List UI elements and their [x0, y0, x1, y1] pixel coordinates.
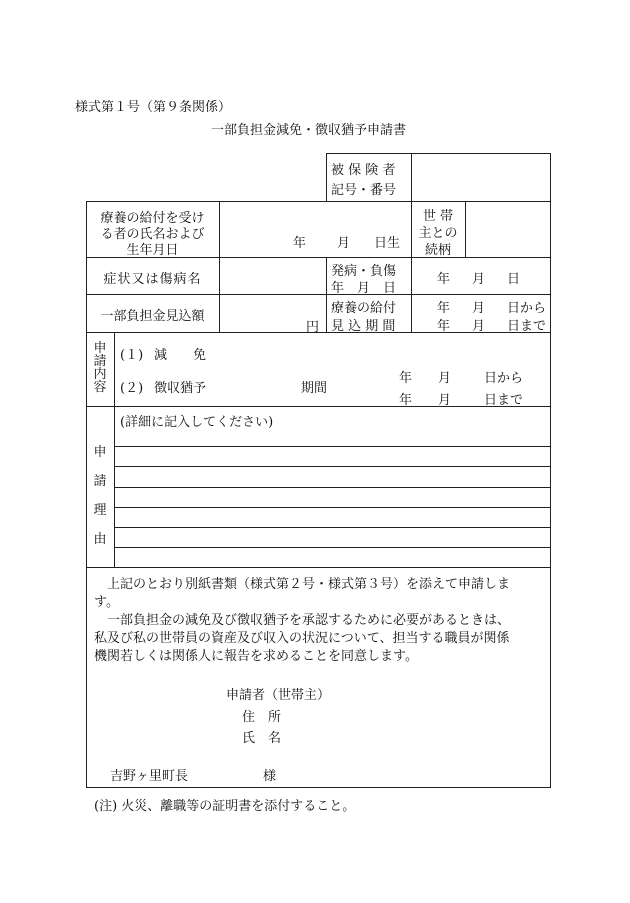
period-label-1: 療養の給付: [331, 301, 397, 316]
address-label: 住 所: [242, 710, 282, 725]
name-label: 氏 名: [242, 731, 282, 746]
onset-year: 年: [437, 272, 451, 287]
insured-label-1: 被 保 険 者: [331, 163, 396, 178]
form-number: 様式第１号（第９条関係）: [75, 100, 232, 115]
application-label: 申請内容: [93, 341, 107, 395]
period-to-day: 日まで: [507, 319, 547, 334]
onset-label-1: 発病・負傷: [331, 264, 397, 279]
birth-month: 月: [337, 236, 351, 251]
option1-text[interactable]: 減 免: [154, 348, 207, 363]
app-from-day: 日から: [484, 371, 524, 386]
reason-instruction: (詳細に記入してください): [120, 415, 274, 430]
period-to-year: 年: [437, 319, 451, 334]
app-to-day: 日まで: [484, 393, 524, 408]
honorific: 様: [263, 769, 277, 784]
onset-label-2: 年 月 日: [331, 281, 397, 296]
app-to-year: 年: [399, 393, 413, 408]
birth-year: 年: [293, 236, 307, 251]
declaration-para1-line2: す。: [94, 595, 119, 610]
period-from-month: 月: [472, 301, 486, 316]
insured-number-field[interactable]: [416, 170, 546, 190]
relation-label-3: 続柄: [424, 243, 451, 258]
declaration-para2-line3: 機関若しくは関係人に報告を求めることを同意します。: [94, 649, 418, 664]
birth-day: 日生: [374, 236, 401, 251]
app-from-year: 年: [399, 371, 413, 386]
recipient-label-2: る者の氏名および: [100, 227, 205, 242]
declaration-para2-line2: 私及び私の世帯員の資産及び収入の状況について、担当する職員が関係: [94, 631, 510, 646]
option1-num: (１): [120, 348, 144, 363]
reason-label: 申請理由: [93, 445, 107, 547]
disease-label: 症状又は傷病名: [103, 272, 202, 287]
period-to-month: 月: [472, 319, 486, 334]
app-from-month: 月: [438, 371, 452, 386]
reason-input-area[interactable]: [116, 430, 548, 565]
app-to-month: 月: [438, 393, 452, 408]
onset-month: 月: [472, 272, 486, 287]
period-label-2: 見 込 期 間: [331, 319, 396, 334]
declaration-para2-line1: 一部負担金の減免及び徴収猶予を承認するために必要があるときは、: [107, 613, 511, 628]
declaration-para1-line1: 上記のとおり別紙書類（様式第２号・様式第３号）を添えて申請しま: [107, 577, 511, 592]
footnote: (注) 火災、離職等の証明書を添付すること。: [94, 799, 356, 814]
applicant-label: 申請者（世帯主）: [226, 688, 331, 703]
recipient-label-1: 療養の給付を受け: [100, 211, 205, 226]
insured-label-2: 記号・番号: [331, 183, 397, 198]
period-from-day: 日から: [507, 301, 547, 316]
recipient-label-3: 生年月日: [126, 243, 179, 258]
onset-day: 日: [507, 272, 521, 287]
application-period-word: 期間: [301, 381, 328, 396]
relation-label-2: 主との: [418, 226, 458, 241]
estimate-unit: 円: [306, 320, 320, 335]
relation-label-1: 世 帯: [422, 209, 454, 224]
page-title: 一部負担金減免・徴収猶予申請書: [211, 123, 407, 138]
addressee: 吉野ヶ里町長: [110, 769, 189, 784]
option2-num: (２): [120, 381, 144, 396]
period-from-year: 年: [437, 301, 451, 316]
estimate-label: 一部負担金見込額: [100, 309, 205, 324]
option2-text[interactable]: 徴収猶予: [154, 381, 207, 396]
